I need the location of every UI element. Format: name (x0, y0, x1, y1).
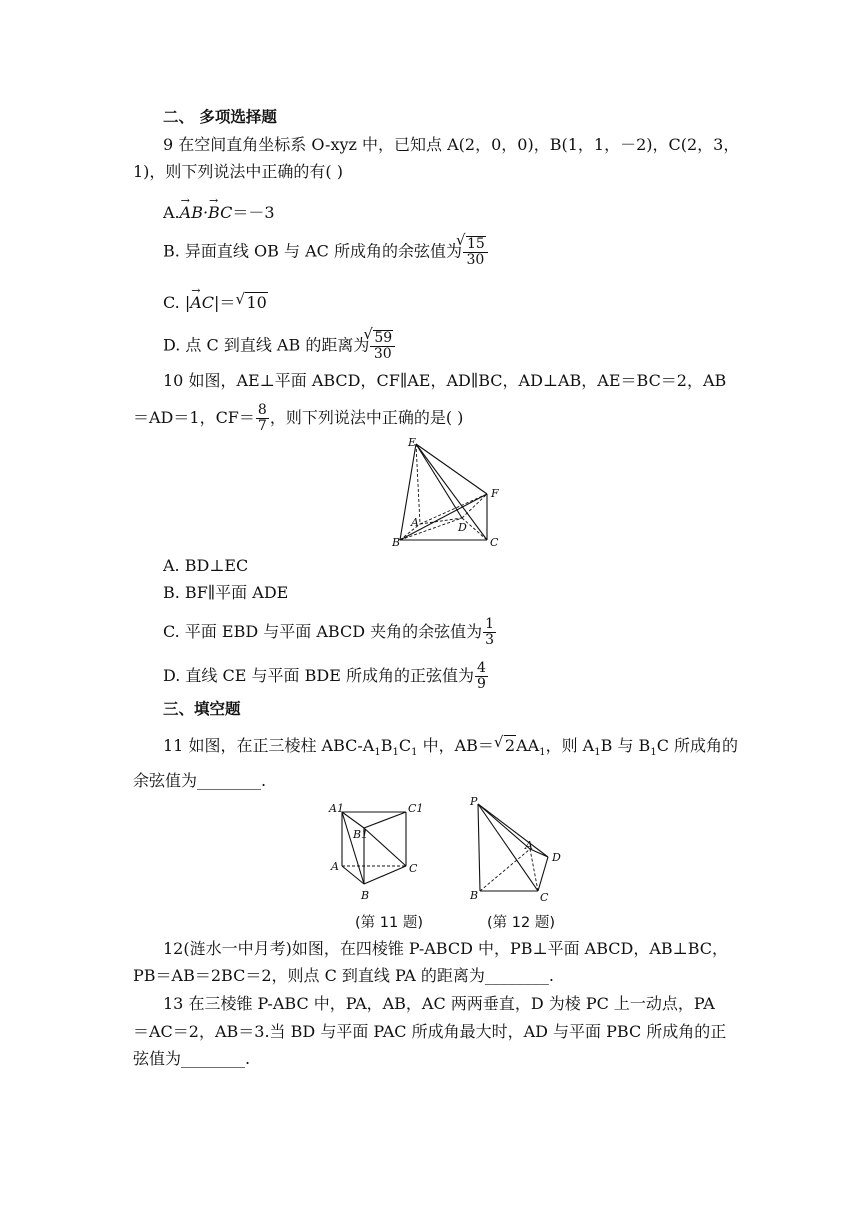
q10-option-b: B. BF∥平面 ADE (163, 583, 289, 602)
hidden-edge-bd (400, 518, 462, 540)
hidden-edge-ea (416, 444, 420, 524)
fraction-sqrt15-over-30 (463, 236, 488, 268)
edge-pb (478, 804, 480, 891)
edge-pd (478, 804, 548, 857)
q10-option-d-text: D. 直线 CE 与平面 BDE 所成角的正弦值为 (163, 666, 474, 685)
q11-text-b: B (380, 736, 393, 755)
fraction-numerator: 1 (485, 616, 495, 632)
segment-b1c (364, 828, 406, 866)
q11-text-c: C (398, 736, 412, 755)
q9-option-a (163, 203, 275, 223)
vector-ac: AC → (190, 293, 214, 313)
edge-ed (416, 444, 462, 518)
fraction-denominator: 3 (485, 632, 495, 648)
q9-option-d (163, 330, 396, 362)
sqrt-15: √ 15 (466, 236, 486, 252)
edge-ef (416, 444, 487, 494)
q11-text-eq: 中，AB＝ (417, 736, 494, 755)
q10-stem-line2-post: ，则下列说法中正确的是( ) (269, 408, 464, 427)
label-b: B (470, 889, 479, 902)
q10-option-c (163, 617, 497, 648)
segment-a1b (342, 812, 364, 884)
q9-stem-line1: 9 在空间直角坐标系 O-xyz 中，已知点 A(2，0，0)，B(1，1，－2)，C(2，3， (163, 135, 740, 154)
q10-option-d (163, 661, 489, 692)
q10-geometry-figure (392, 434, 504, 550)
q9-option-d-text: D. 点 C 到直线 AB 的距离为 (163, 335, 370, 355)
label-d: D (552, 851, 561, 864)
q9-stem-line2: 1)，则下列说法中正确的有( ) (133, 162, 343, 181)
q11-text-tail: ，则 A (545, 736, 595, 755)
label-b: B (392, 536, 401, 549)
hidden-edge-af (420, 494, 487, 524)
q11-stem-line1 (163, 735, 738, 763)
q9-option-b (163, 236, 489, 268)
subscript-1: 1 (539, 747, 546, 759)
q9-option-c (163, 292, 268, 313)
q13-stem-line2: ＝AC＝2，AB＝3.当 BD 与平面 PAC 所成角最大时，AD 与平面 PBC 所成角的正 (133, 1022, 727, 1041)
dot-operator: · (202, 203, 209, 222)
fraction-denominator: 7 (257, 418, 267, 434)
label-f: F (491, 487, 499, 500)
q11-text-a: 11 如图，在正三棱柱 ABC-A (163, 736, 375, 755)
vector-ab: AB → (180, 203, 203, 223)
q10-option-a: A. BD⊥EC (163, 556, 249, 575)
fraction-8-over-7 (256, 403, 269, 434)
q12-stem-line2: PB＝AB＝2BC＝2，则点 C 到直线 PA 的距离为________. (133, 966, 555, 985)
subscript-1: 1 (650, 747, 657, 759)
label-a1: A1 (329, 802, 344, 815)
fraction-4-over-9 (475, 661, 488, 692)
caption-q12: (第 12 题) (487, 915, 555, 931)
q12-stem-line1: 12(涟水一中月考)如图，在四棱锥 P-ABCD 中，PB⊥平面 ABCD，AB⊥BC， (163, 939, 728, 958)
hidden-edge-ba (480, 849, 530, 891)
label-e: E (408, 436, 417, 449)
vector-bc: BC → (208, 203, 232, 223)
q13-stem-line3: 弦值为________. (133, 1049, 251, 1068)
label-c: C (540, 891, 549, 904)
q13-stem-line1: 13 在三棱锥 P-ABC 中，PA，AB，AC 两两垂直，D 为棱 PC 上一动点，PA (163, 994, 715, 1013)
sqrt-59: √ 59 (373, 330, 393, 346)
q12-pyramid-figure (466, 795, 572, 905)
hidden-edge-df (462, 494, 487, 518)
label-p: P (470, 795, 478, 808)
q10-stem-line2-pre: ＝AD＝1，CF＝ (133, 408, 255, 427)
label-c: C (409, 862, 418, 875)
q11-text-tail3: C 所成角的 (656, 736, 739, 755)
label-a: A (411, 516, 419, 529)
q9-option-b-text: B. 异面直线 OB 与 AC 所成角的余弦值为 (163, 241, 462, 261)
fraction-sqrt59-over-30 (370, 330, 395, 362)
section-title-fill-in: 三、填空题 (163, 700, 241, 718)
section-title-multiple-choice: 二、 多项选择题 (163, 108, 277, 126)
caption-q11: (第 11 题) (355, 915, 423, 931)
sqrt-10: √ 10 (245, 292, 267, 313)
edge-a1b1 (342, 812, 364, 828)
q10-stem-line1: 10 如图，AE⊥平面 ABCD，CF∥AE，AD∥BC，AD⊥AB，AE＝BC＝2，AB (163, 371, 727, 390)
label-d: D (458, 521, 467, 534)
q11-prism-figure (324, 800, 430, 904)
q9-option-a-value: ＝－3 (232, 203, 275, 222)
q9-option-c-label: C. | (163, 293, 191, 312)
label-c1: C1 (408, 802, 424, 815)
subscript-1: 1 (411, 747, 418, 759)
q11-text-aa: AA (516, 736, 540, 755)
fraction-numerator: 4 (476, 660, 486, 676)
fraction-denominator: 9 (476, 676, 486, 692)
subscript-1: 1 (374, 747, 381, 759)
q9-option-a-label: A. (163, 203, 180, 222)
subscript-1: 1 (392, 747, 399, 759)
sqrt-2: √ 2 (504, 735, 516, 756)
edge-b1c1 (364, 812, 406, 828)
edge-cd (538, 857, 548, 891)
fraction-1-over-3 (483, 617, 496, 648)
subscript-1: 1 (594, 747, 601, 759)
edge-bc (364, 866, 406, 884)
q10-stem-line2 (133, 403, 463, 434)
q11-text-tail2: B 与 B (600, 736, 651, 755)
label-a: A (525, 839, 533, 852)
label-b1: B1 (353, 828, 369, 841)
q9-option-c-eq: |＝ (214, 293, 236, 312)
label-a: A (331, 860, 339, 873)
q11-stem-line2: 余弦值为________. (133, 771, 267, 790)
label-c: C (490, 536, 499, 549)
fraction-denominator: 30 (466, 252, 485, 268)
fraction-denominator: 30 (373, 346, 392, 362)
label-b: B (361, 889, 370, 902)
fraction-numerator: 8 (257, 402, 267, 418)
q10-option-c-text: C. 平面 EBD 与平面 ABCD 夹角的余弦值为 (163, 622, 483, 641)
